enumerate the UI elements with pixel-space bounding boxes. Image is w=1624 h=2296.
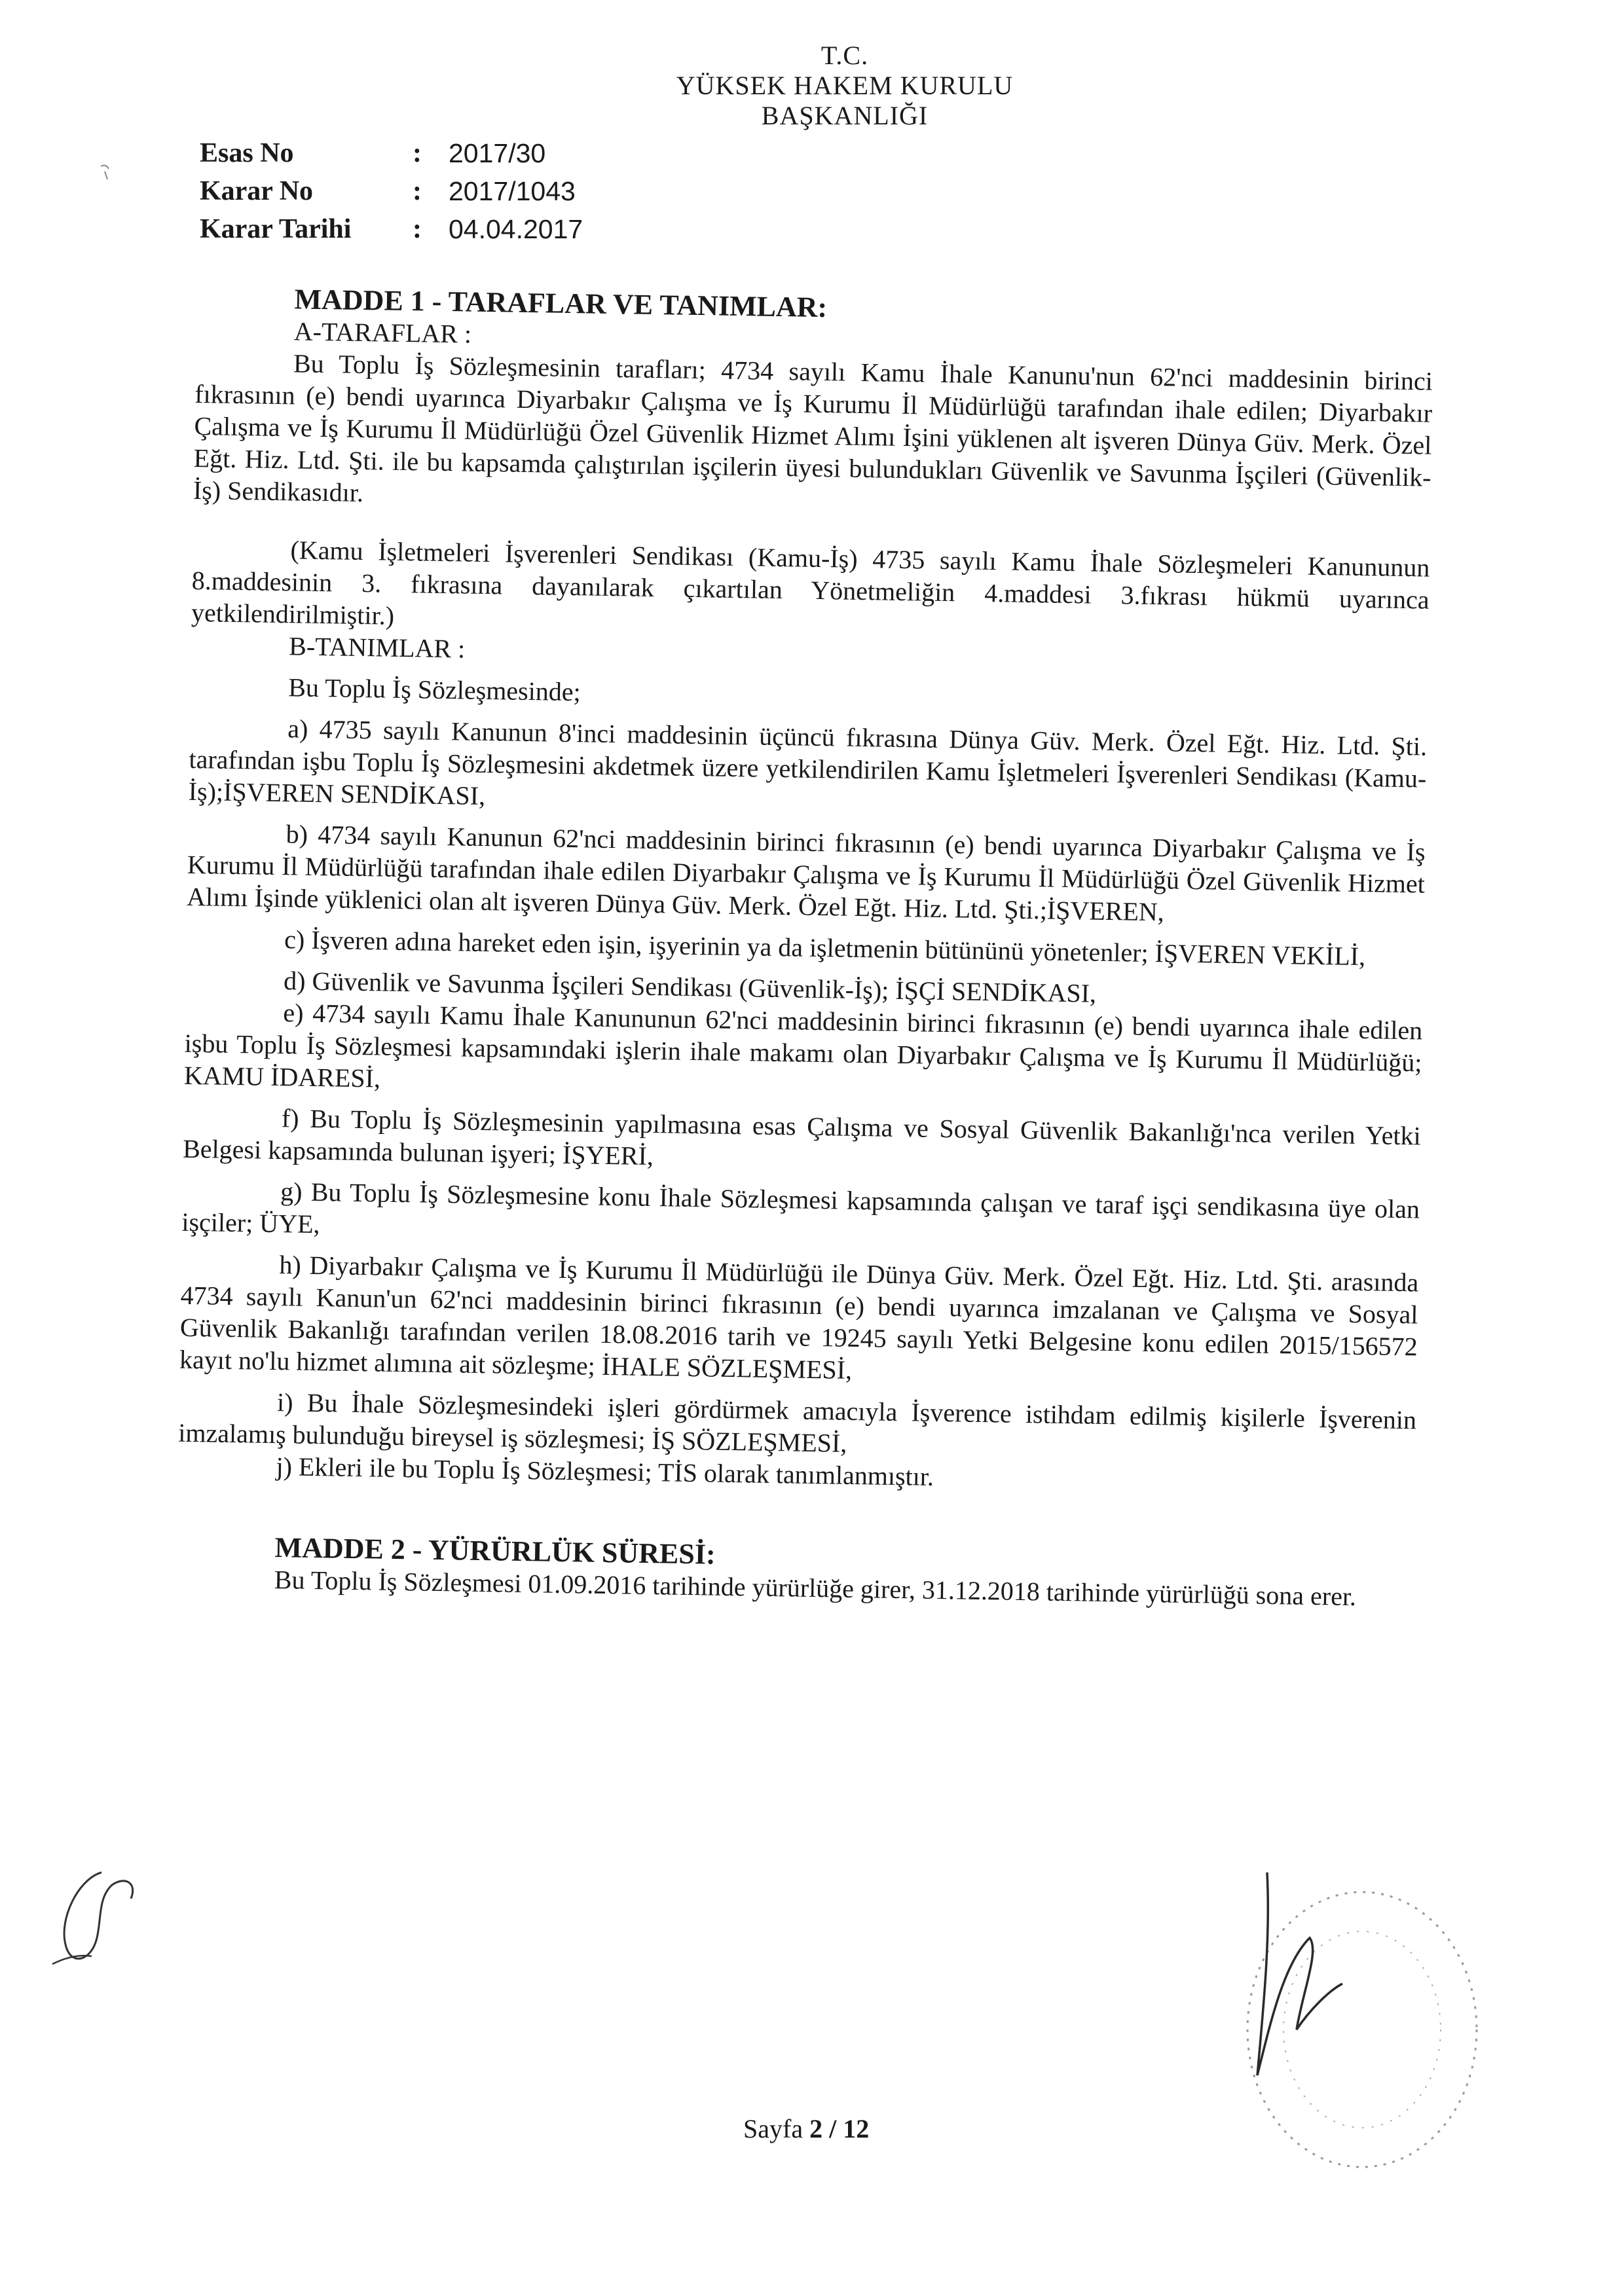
- esas-value: 2017/30: [449, 138, 546, 168]
- signature-and-stamp: [1205, 1859, 1480, 2200]
- header-tc: T.C.: [821, 41, 869, 70]
- page-prefix: Sayfa: [743, 2114, 810, 2143]
- esas-row: [200, 134, 583, 172]
- taraflar-paragraph: Bu Toplu İş Sözleşmesinin tarafları; 4734 sayılı Kamu İhale Kanunu'nun 62'nci maddesinin birinci fıkrasının (e) bendi uyarınca Diyarbakır Çalışma ve İş Kurumu İl Müdürlüğü tarafından ihale edilen; Diyarbakır Çalışma ve İş Kurumu İl Müdürlüğü Özel Güvenlik Hizmet Alımı İşini yüklenen alt işveren Dünya Güv. Merk. Özel Eğt. Hiz. Ltd. Şti. ile bu kapsamda çalıştırılan işçilerin üyesi bulundukları Güvenlik ve Savunma İşçileri (Güvenlik-İş) Sendikasıdır.: [193, 348, 1433, 508]
- definition-item-i: i) Bu İhale Sözleşmesindeki işleri gördürmek amacıyla İşverence istihdam edilmiş kişilerle İşverenin imzalamış bulunduğu bireysel iş sözleşmesi; İŞ SÖZLEŞMESİ,: [178, 1387, 1417, 1458]
- page-number: [743, 2113, 869, 2144]
- handwritten-initial: [39, 1846, 164, 1984]
- madde2-heading: MADDE 2 - YÜRÜRLÜK SÜRESİ:: [274, 1531, 716, 1571]
- meta-colon: :: [413, 138, 422, 168]
- madde1-heading: MADDE 1 - TARAFLAR VE TANIMLAR:: [294, 283, 828, 324]
- definition-item-g: g) Bu Toplu İş Sözleşmesine konu İhale Sözleşmesi kapsamında çalışan ve taraf işçi sendikasına üye olan işçiler; ÜYE,: [181, 1176, 1420, 1239]
- definition-item-h: h) Diyarbakır Çalışma ve İş Kurumu İl Müdürlüğü ile Dünya Güv. Merk. Özel Eğt. Hiz. Ltd. Şti. arasında 4734 sayılı Kanun'un 62'nci maddesinin birinci fıkrasının (e) bendi uyarınca imzalanan ve Çalışma ve Sosyal Güvenlik Bakanlığı tarafından verilen 18.08.2016 tarih ve 19245 sayılı Yetki Belgesine konu edilen 2015/156572 kayıt no'lu hizmet alımına ait sözleşme; İHALE SÖZLEŞMESİ,: [179, 1250, 1419, 1385]
- karar-value: 2017/1043: [449, 176, 576, 206]
- definition-item-c: c) İşveren adına hareket eden işin, işyerinin ya da işletmenin bütününü yönetenler; İŞVEREN VEKİLİ,: [284, 924, 1366, 972]
- meta-colon: :: [413, 214, 422, 244]
- meta-colon: :: [413, 176, 422, 206]
- page-separator: /: [822, 2114, 843, 2143]
- document-header: [616, 41, 1074, 131]
- document-body: [176, 282, 1434, 1613]
- margin-mark: [98, 162, 124, 182]
- page-current: 2: [809, 2114, 823, 2143]
- page-total: 12: [843, 2114, 870, 2143]
- yururluk-paragraph: Bu Toplu İş Sözleşmesi 01.09.2016 tarihinde yürürlüğe girer, 31.12.2018 tarihinde yürürlüğü sona erer.: [274, 1565, 1357, 1612]
- taraflar-subheading: A-TARAFLAR :: [293, 316, 472, 349]
- definition-item-b: b) 4734 sayılı Kanunun 62'nci maddesinin birinci fıkrasının (e) bendi uyarınca Diyarbakır Çalışma ve İş Kurumu İl Müdürlüğü tarafından ihale edilen Diyarbakır Çalışma ve İş Kurumu İl Müdürlüğü Özel Güvenlik Hizmet Alımı İşinde yüklenici olan alt işveren Dünya Güv. Merk. Özel Eğt. Hiz. Ltd. Şti.;İŞVEREN,: [186, 819, 1426, 927]
- definition-item-e: e) 4734 sayılı Kamu İhale Kanununun 62'nci maddesinin birinci fıkrasının (e) bendi uyarınca ihale edilen işbu Toplu İş Sözleşmesi kapsamındaki işlerin ihale makamı olan Diyarbakır Çalışma ve İş Kurumu İl Müdürlüğü; KAMU İDARESİ,: [183, 998, 1423, 1093]
- taraflar-note-paragraph: (Kamu İşletmeleri İşverenleri Sendikası (Kamu-İş) 4735 sayılı Kamu İhale Sözleşmeleri Kanununun 8.maddesinin 3. fıkrasına dayanılarak çıkartılan Yönetmeliğin 4.maddesi 3.fıkrası hükmü uyarınca yetkilendirilmiştir.): [191, 535, 1430, 630]
- definition-item-f: f) Bu Toplu İş Sözleşmesinin yapılmasına esas Çalışma ve Sosyal Güvenlik Bakanlığı'nca verilen Yetki Belgesi kapsamında bulunan işyeri; İŞYERİ,: [182, 1103, 1422, 1171]
- karar-row: [200, 172, 583, 210]
- definition-item-d: d) Güvenlik ve Savunma İşçileri Sendikası (Güvenlik-İş); İŞÇİ SENDİKASI,: [283, 966, 1097, 1008]
- case-meta: [200, 134, 583, 248]
- tarih-value: 04.04.2017: [449, 214, 583, 244]
- header-institution: YÜKSEK HAKEM KURULU: [676, 71, 1014, 100]
- tanimlar-subheading: B-TANIMLAR :: [288, 631, 466, 664]
- karar-label: Karar No: [200, 176, 314, 206]
- definition-item-a: a) 4735 sayılı Kanunun 8'inci maddesinin üçüncü fıkrasına Dünya Güv. Merk. Özel Eğt. Hiz. Ltd. Şti. tarafından işbu Toplu İş Sözleşmesini akdetmek üzere yetkilendirilen Kamu İşletmeleri İşverenleri Sendikası (Kamu-İş);İŞVEREN SENDİKASI,: [188, 714, 1428, 811]
- definition-item-j: j) Ekleri ile bu Toplu İş Sözleşmesi; TİS olarak tanımlanmıştır.: [276, 1451, 934, 1491]
- tarih-row: [200, 210, 583, 248]
- esas-label: Esas No: [200, 138, 294, 168]
- header-presidency: BAŞKANLIĞI: [761, 101, 929, 130]
- tanimlar-intro: Bu Toplu İş Sözleşmesinde;: [287, 672, 581, 707]
- tarih-label: Karar Tarihi: [200, 214, 352, 244]
